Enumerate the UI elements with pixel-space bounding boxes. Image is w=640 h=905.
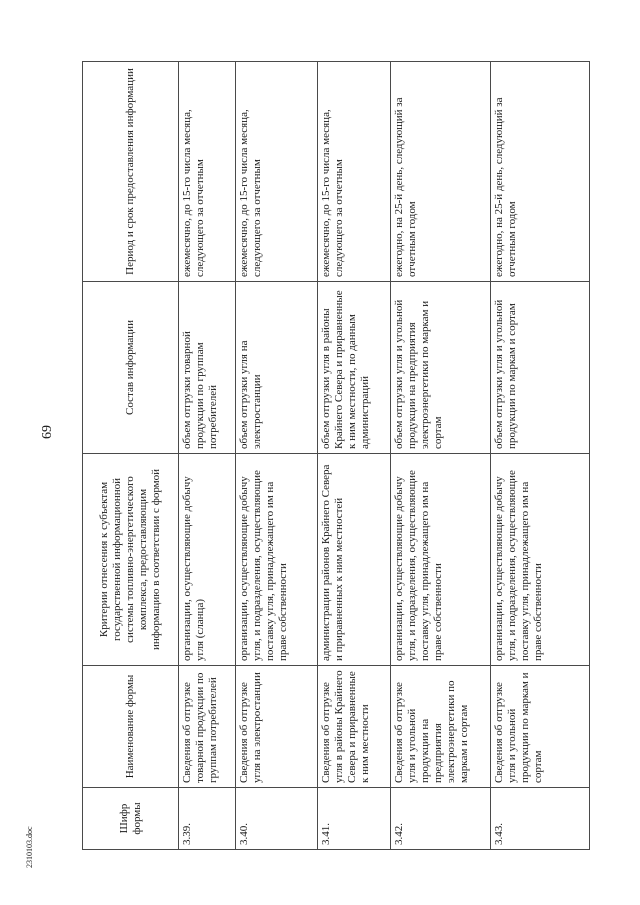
row-content: объем отгрузки угля и угольной продукции на предприятия электроэнергетики по маркам и сортам	[391, 282, 490, 454]
header-criteria: Критерии отнесения к субъектам государственной информационной системы топливно-энергетического комплекса, предоставляющим информацию в соответствии с формой	[83, 454, 179, 666]
header-content: Состав информации	[83, 282, 179, 454]
row-criteria: администрации районов Крайнего Севера и приравненных к ним местностей	[318, 454, 391, 666]
row-form-name: Сведения об отгрузке угля на электростанции	[236, 666, 318, 788]
table-row	[179, 62, 236, 850]
document-table-rotated	[82, 62, 590, 850]
row-period: ежегодно, на 25-й день, следующий за отчетным годом	[391, 62, 490, 282]
row-code: 3.41.	[318, 788, 391, 850]
header-form-name: Наименование формы	[83, 666, 179, 788]
table-row	[391, 62, 490, 850]
row-content: объем отгрузки угля и угольной продукции по маркам и сортам	[490, 282, 589, 454]
row-criteria: организации, осуществляющие добычу угля (сланца)	[179, 454, 236, 666]
row-content: объем отгрузки товарной продукции по группам потребителей	[179, 282, 236, 454]
row-period: ежемесячно, до 15-го числа месяца, следующего за отчетным	[179, 62, 236, 282]
row-code: 3.40.	[236, 788, 318, 850]
row-period: ежемесячно, до 15-го числа месяца, следующего за отчетным	[318, 62, 391, 282]
row-code: 3.43.	[490, 788, 589, 850]
row-form-name: Сведения об отгрузке угля в районы Крайнего Севера и приравненные к ним местности	[318, 666, 391, 788]
row-period: ежегодно, на 25-й день, следующий за отчетным годом	[490, 62, 589, 282]
table-header-row	[83, 62, 179, 850]
row-criteria: организации, осуществляющие добычу угля, и подразделения, осуществляющие поставку угля, принадлежащего им на праве собственности	[490, 454, 589, 666]
row-code: 3.39.	[179, 788, 236, 850]
row-content: объем отгрузки угля на электростанции	[236, 282, 318, 454]
row-content: объем отгрузки угля в районы Крайнего Севера и приравненные к ним местности, по данным администраций	[318, 282, 391, 454]
file-name-footer: 2310103.doc	[25, 826, 34, 868]
table-row	[236, 62, 318, 850]
row-form-name: Сведения об отгрузке угля и угольной продукции по маркам и сортам	[490, 666, 589, 788]
row-criteria: организации, осуществляющие добычу угля, и подразделения, осуществляющие поставку угля, принадлежащего им на праве собственности	[391, 454, 490, 666]
row-code: 3.42.	[391, 788, 490, 850]
row-period: ежемесячно, до 15-го числа месяца, следующего за отчетным	[236, 62, 318, 282]
header-period: Период и срок предоставления информации	[83, 62, 179, 282]
forms-table	[82, 61, 590, 850]
table-row	[318, 62, 391, 850]
page-number: 69	[40, 425, 55, 439]
row-form-name: Сведения об отгрузке угля и угольной продукции на предприятия электроэнергетики по маркам и сортам	[391, 666, 490, 788]
header-form-code: Шифр формы	[83, 788, 179, 850]
row-criteria: организации, осуществляющие добычу угля, и подразделения, осуществляющие поставку угля, принадлежащего им на праве собственности	[236, 454, 318, 666]
row-form-name: Сведения об отгрузке товарной продукции по группам потребителей	[179, 666, 236, 788]
table-row	[490, 62, 589, 850]
